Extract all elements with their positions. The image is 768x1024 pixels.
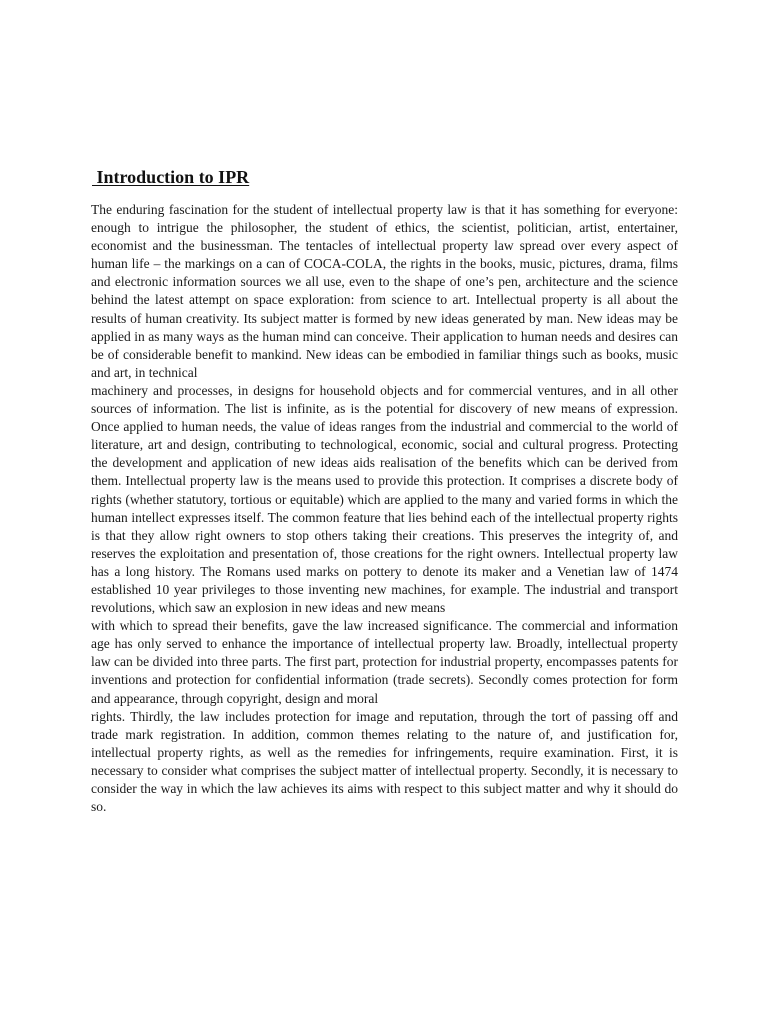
document-title: Introduction to IPR — [92, 167, 250, 187]
paragraph-2: machinery and processes, in designs for household objects and for commercial ventures, and in all other sources of information. The list is infinite, as is the potential for discovery of new means of expression. Once applied to human needs, the value of ideas ranges from the industrial and commercial to the world of literature, art and design, contributing to technological, economic, social and cultural progress. Protecting the development and application of new ideas aids realisation of the benefits which can be derived from them. Intellectual property law is the means used to provide this protection. It comprises a discrete body of rights (whether statutory, tortious or equitable) which are applied to the many and varied forms in which the human intellect expresses itself. The common feature that lies behind each of the intellectual property rights is that they allow right owners to stop others taking their creations. This preserves the integrity of, and reserves the exploitation and presentation of, those creations for the right owners. Intellectual property law has a long history. The Romans used marks on pottery to denote its maker and a Venetian law of 1474 established 10 year privileges to those inventing new machines, for example. The industrial and transport revolutions, which saw an explosion in new ideas and new means — [91, 382, 678, 616]
paragraph-4: rights. Thirdly, the law includes protection for image and reputation, through the tort of passing off and trade mark registration. In addition, common themes relating to the nature of, and justification for, intellectual property rights, as well as the remedies for infringements, require examination. First, it is necessary to consider what comprises the subject matter of intellectual property. Secondly, it is necessary to consider the way in which the law achieves its aims with respect to this subject matter and why it should do so. — [91, 708, 678, 815]
document-body — [91, 201, 678, 816]
paragraph-1: The enduring fascination for the student of intellectual property law is that it has something for everyone: enough to intrigue the philosopher, the student of ethics, the scientist, politician, artist, entertainer, economist and the businessman. The tentacles of intellectual property law spread over every aspect of human life – the markings on a can of COCA-COLA, the rights in the books, music, pictures, drama, films and electronic information sources we all use, even to the shape of one’s pen, architecture and the science behind the latest attempt on space exploration: from science to art. Intellectual property is all about the results of human creativity. Its subject matter is formed by new ideas generated by man. New ideas may be applied in as many ways as the human mind can conceive. Their application to human needs and desires can be of considerable benefit to mankind. New ideas can be embodied in familiar things such as books, music and art, in technical — [91, 202, 678, 380]
paragraph-3: with which to spread their benefits, gave the law increased significance. The commercial and information age has only served to enhance the importance of intellectual property law. Broadly, intellectual property law can be divided into three parts. The first part, protection for industrial property, encompasses patents for inventions and protection for confidential information (trade secrets). Secondly comes protection for form and appearance, through copyright, design and moral — [91, 618, 678, 706]
